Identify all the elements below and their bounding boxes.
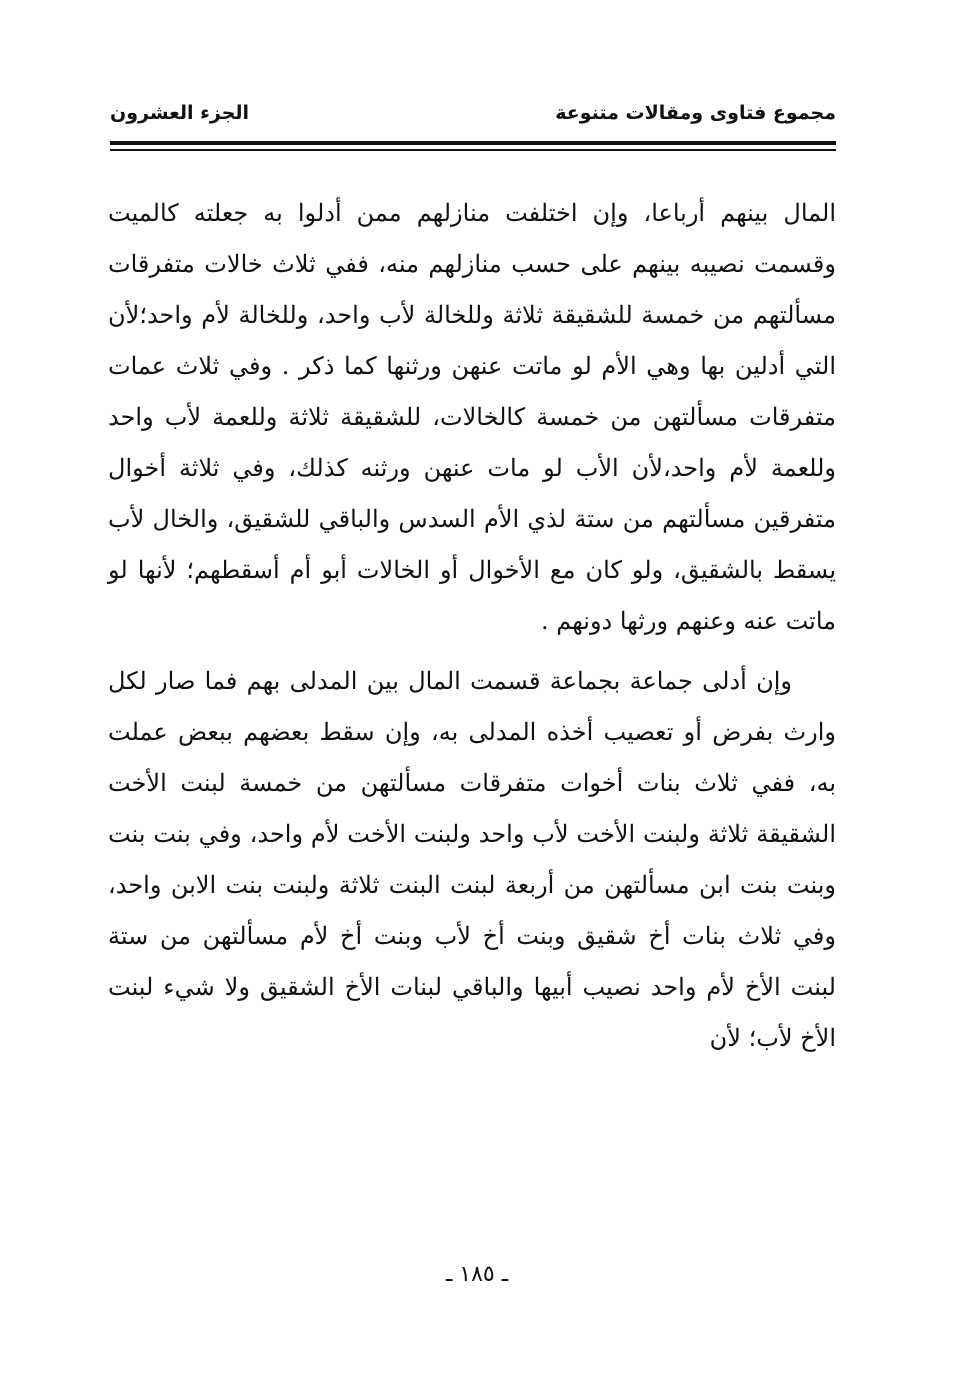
book-title: مجموع فتاوى ومقالات متنوعة — [555, 102, 836, 124]
page-number: ـ ١٨٥ ـ — [445, 1262, 509, 1287]
volume-label: الجزء العشرون — [110, 102, 250, 124]
header-rule-thin — [110, 149, 836, 151]
body-text — [108, 188, 836, 1064]
paragraph-2: وإن أدلى جماعة بجماعة قسمت المال بين المدلى بهم فما صار لكل وارث بفرض أو تعصيب أخذه المدلى به، وإن سقط بعضهم ببعض عملت به، ففي ثلاث بنات أخوات متفرقات مسألتهن من خمسة لبنت الأخت الشقيقة ثلاثة ولبنت الأخت لأب واحد ولبنت الأخت لأم واحد، وفي بنت بنت وبنت بنت ابن مسألتهن من أربعة لبنت البنت ثلاثة ولبنت بنت الابن واحد، وفي ثلاث بنات أخ شقيق وبنت أخ لأب وبنت أخ لأم مسألتهن من ستة لبنت الأخ لأم واحد نصيب أبيها والباقي لبنات الأخ الشقيق ولا شيء لبنت الأخ لأب؛ لأن — [108, 667, 837, 1052]
page-header — [110, 96, 836, 130]
paragraph-1: المال بينهم أرباعا، وإن اختلفت منازلهم ممن أدلوا به جعلته كالميت وقسمت نصيبه بينهم على حسب منازلهم منه، ففي ثلاث خالات متفرقات مسألتهم من خمسة للشقيقة ثلاثة وللخالة لأب واحد، وللخالة لأم واحد؛لأن التي أدلين بها وهي الأم لو ماتت عنهن ورثنها كما ذكر . وفي ثلاث عمات متفرقات مسألتهن من خمسة كالخالات، للشقيقة ثلاثة وللعمة لأب واحد وللعمة لأم واحد،لأن الأب لو مات عنهن ورثنه كذلك، وفي ثلاثة أخوال متفرقين مسألتهم من ستة لذي الأم السدس والباقي للشقيق، والخال لأب يسقط بالشقيق، ولو كان مع الأخوال أو الخالات أبو أم أسقطهم؛ لأنها لو ماتت عنه وعنهم ورثها دونهم . — [108, 199, 836, 635]
header-rule-thick — [110, 141, 836, 145]
